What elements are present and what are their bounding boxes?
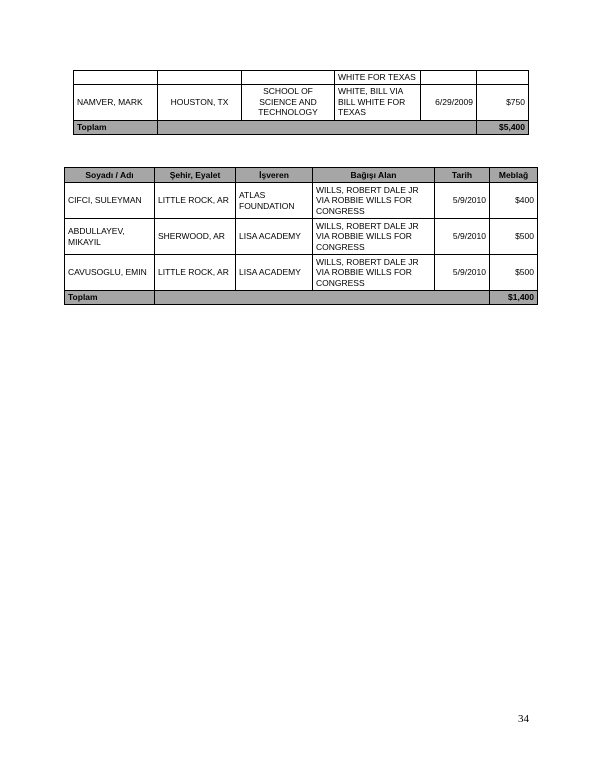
employer-cell: SCHOOL OF SCIENCE AND TECHNOLOGY — [242, 84, 335, 120]
city-state-cell: HOUSTON, TX — [158, 84, 242, 120]
column-header-date: Tarih — [435, 168, 490, 183]
column-header-employer: İşveren — [236, 168, 313, 183]
recipient-cell: WILLS, ROBERT DALE JR VIA ROBBIE WILLS FOR CONGRESS — [313, 183, 435, 219]
column-header-city-state: Şehir, Eyalet — [155, 168, 236, 183]
recipient-cell: WILLS, ROBERT DALE JR VIA ROBBIE WILLS FOR CONGRESS — [313, 219, 435, 255]
city-state-cell: LITTLE ROCK, AR — [155, 255, 236, 291]
date-cell: 5/9/2010 — [435, 255, 490, 291]
amount-cell: $750 — [477, 84, 529, 120]
city-state-cell: LITTLE ROCK, AR — [155, 183, 236, 219]
header-row — [65, 168, 538, 183]
table-row — [74, 71, 529, 85]
donor-name-cell: ABDULLAYEV, MIKAYIL — [65, 219, 155, 255]
amount-cell: $500 — [490, 255, 538, 291]
total-label: Toplam — [74, 120, 158, 134]
recipient-cell: WILLS, ROBERT DALE JR VIA ROBBIE WILLS FOR CONGRESS — [313, 255, 435, 291]
amount-cell: $400 — [490, 183, 538, 219]
donor-name-cell: CIFCI, SULEYMAN — [65, 183, 155, 219]
recipient-cell: WHITE, BILL VIA BILL WHITE FOR TEXAS — [335, 84, 421, 120]
amount-cell — [477, 71, 529, 85]
page-number: 34 — [518, 713, 529, 725]
table-row — [74, 84, 529, 120]
date-cell: 6/29/2009 — [421, 84, 477, 120]
column-header-name: Soyadı / Adı — [65, 168, 155, 183]
date-cell: 5/9/2010 — [435, 219, 490, 255]
employer-cell: ATLAS FOUNDATION — [236, 183, 313, 219]
total-row — [74, 120, 529, 134]
total-filler — [155, 291, 490, 305]
employer-cell: LISA ACADEMY — [236, 219, 313, 255]
total-label: Toplam — [65, 291, 155, 305]
city-state-cell: SHERWOOD, AR — [155, 219, 236, 255]
donor-name-cell: NAMVER, MARK — [74, 84, 158, 120]
contributions-table — [64, 167, 538, 305]
table-row — [65, 255, 538, 291]
column-header-recipient: Bağışı Alan — [313, 168, 435, 183]
table-row — [65, 219, 538, 255]
total-row — [65, 291, 538, 305]
total-value: $5,400 — [477, 120, 529, 134]
employer-cell — [242, 71, 335, 85]
table-row — [65, 183, 538, 219]
donor-name-cell: CAVUSOGLU, EMIN — [65, 255, 155, 291]
date-cell — [421, 71, 477, 85]
total-value: $1,400 — [490, 291, 538, 305]
column-header-amount: Meblağ — [490, 168, 538, 183]
amount-cell: $500 — [490, 219, 538, 255]
total-filler — [158, 120, 477, 134]
donor-name-cell — [74, 71, 158, 85]
date-cell: 5/9/2010 — [435, 183, 490, 219]
recipient-cell: WHITE FOR TEXAS — [335, 71, 421, 85]
contributions-table-continued — [73, 70, 529, 135]
city-state-cell — [158, 71, 242, 85]
employer-cell: LISA ACADEMY — [236, 255, 313, 291]
